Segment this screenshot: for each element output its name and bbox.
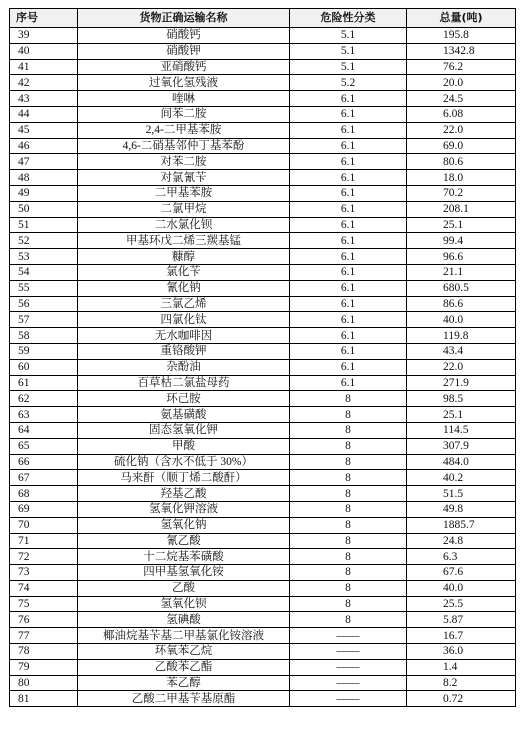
table-row (10, 675, 516, 691)
table-row (10, 75, 516, 91)
total-tons-cell: 21.1 (407, 264, 516, 280)
hazard-class-cell: 6.1 (290, 343, 407, 359)
hazard-class-cell: 5.2 (290, 75, 407, 91)
goods-name-cell: 乙酸二甲基苄基原酯 (78, 691, 290, 707)
hazard-class-cell: —— (290, 691, 407, 707)
goods-name-cell: 十二烷基苯磺酸 (78, 549, 290, 565)
header-total-tons: 总量(吨) (407, 9, 516, 28)
total-tons-cell: 8.2 (407, 675, 516, 691)
table-row (10, 359, 516, 375)
goods-name-cell: 2,4-二甲基苯胺 (78, 122, 290, 138)
serial-number-cell: 44 (10, 106, 78, 122)
serial-number-cell: 41 (10, 59, 78, 75)
hazard-class-cell: 6.1 (290, 106, 407, 122)
goods-name-cell: 喹啉 (78, 91, 290, 107)
table-row (10, 154, 516, 170)
total-tons-cell: 1.4 (407, 659, 516, 675)
total-tons-cell: 16.7 (407, 628, 516, 644)
goods-name-cell: 四甲基氢氧化铵 (78, 565, 290, 581)
table-row (10, 691, 516, 707)
hazard-class-cell: 8 (290, 533, 407, 549)
total-tons-cell: 43.4 (407, 343, 516, 359)
goods-name-cell: 氰化钠 (78, 280, 290, 296)
table-row (10, 375, 516, 391)
goods-name-cell: 氢氧化钠 (78, 517, 290, 533)
total-tons-cell: 5.87 (407, 612, 516, 628)
hazard-class-cell: 5.1 (290, 28, 407, 44)
total-tons-cell: 22.0 (407, 122, 516, 138)
total-tons-cell: 484.0 (407, 454, 516, 470)
serial-number-cell: 69 (10, 501, 78, 517)
hazard-class-cell: 6.1 (290, 122, 407, 138)
total-tons-cell: 96.6 (407, 249, 516, 265)
serial-number-cell: 63 (10, 407, 78, 423)
hazard-class-cell: 6.1 (290, 91, 407, 107)
goods-name-cell: 间苯二胺 (78, 106, 290, 122)
goods-name-cell: 二甲基苯胺 (78, 185, 290, 201)
serial-number-cell: 42 (10, 75, 78, 91)
hazardous-goods-table (9, 8, 516, 707)
total-tons-cell: 99.4 (407, 233, 516, 249)
table-row (10, 233, 516, 249)
total-tons-cell: 307.9 (407, 438, 516, 454)
goods-name-cell: 硫化钠（含水不低于 30%） (78, 454, 290, 470)
hazard-class-cell: 6.1 (290, 280, 407, 296)
header-goods-name: 货物正确运输名称 (78, 9, 290, 28)
table-row (10, 249, 516, 265)
goods-name-cell: 环氧苯乙烷 (78, 644, 290, 660)
hazard-class-cell: 8 (290, 549, 407, 565)
hazard-class-cell: 8 (290, 517, 407, 533)
total-tons-cell: 67.6 (407, 565, 516, 581)
total-tons-cell: 22.0 (407, 359, 516, 375)
total-tons-cell: 40.2 (407, 470, 516, 486)
table-row (10, 280, 516, 296)
hazard-class-cell: 6.1 (290, 217, 407, 233)
goods-name-cell: 二水氯化钡 (78, 217, 290, 233)
table-row (10, 170, 516, 186)
table-row (10, 486, 516, 502)
hazard-class-cell: 6.1 (290, 201, 407, 217)
hazard-class-cell: 8 (290, 407, 407, 423)
total-tons-cell: 86.6 (407, 296, 516, 312)
hazard-class-cell: 6.1 (290, 233, 407, 249)
goods-name-cell: 对氯氰苄 (78, 170, 290, 186)
serial-number-cell: 48 (10, 170, 78, 186)
hazard-class-cell: 8 (290, 565, 407, 581)
table-body (10, 28, 516, 707)
table-row (10, 312, 516, 328)
goods-name-cell: 氢氧化钾溶液 (78, 501, 290, 517)
table-row (10, 201, 516, 217)
table-row (10, 407, 516, 423)
table-row (10, 328, 516, 344)
hazard-class-cell: 6.1 (290, 138, 407, 154)
serial-number-cell: 68 (10, 486, 78, 502)
serial-number-cell: 80 (10, 675, 78, 691)
table-row (10, 422, 516, 438)
total-tons-cell: 25.1 (407, 407, 516, 423)
serial-number-cell: 61 (10, 375, 78, 391)
total-tons-cell: 70.2 (407, 185, 516, 201)
serial-number-cell: 59 (10, 343, 78, 359)
total-tons-cell: 271.9 (407, 375, 516, 391)
table-row (10, 644, 516, 660)
goods-name-cell: 甲基环戊二烯三羰基锰 (78, 233, 290, 249)
total-tons-cell: 76.2 (407, 59, 516, 75)
serial-number-cell: 50 (10, 201, 78, 217)
serial-number-cell: 47 (10, 154, 78, 170)
goods-name-cell: 糠醇 (78, 249, 290, 265)
serial-number-cell: 51 (10, 217, 78, 233)
total-tons-cell: 0.72 (407, 691, 516, 707)
table-row (10, 533, 516, 549)
table-row (10, 454, 516, 470)
hazard-class-cell: 6.1 (290, 264, 407, 280)
table-row (10, 122, 516, 138)
goods-name-cell: 杂酚油 (78, 359, 290, 375)
table-row (10, 628, 516, 644)
table-row (10, 549, 516, 565)
goods-name-cell: 过氧化氢残液 (78, 75, 290, 91)
goods-name-cell: 重铬酸钾 (78, 343, 290, 359)
total-tons-cell: 25.5 (407, 596, 516, 612)
goods-name-cell: 百草枯二氯盐母药 (78, 375, 290, 391)
hazard-class-cell: 5.1 (290, 59, 407, 75)
serial-number-cell: 49 (10, 185, 78, 201)
table-row (10, 517, 516, 533)
hazard-class-cell: 8 (290, 391, 407, 407)
hazard-class-cell: 8 (290, 501, 407, 517)
goods-name-cell: 乙酸 (78, 580, 290, 596)
goods-name-cell: 苯乙醇 (78, 675, 290, 691)
serial-number-cell: 70 (10, 517, 78, 533)
header-hazard-class: 危险性分类 (290, 9, 407, 28)
hazard-class-cell: —— (290, 659, 407, 675)
hazard-class-cell: 8 (290, 422, 407, 438)
hazard-class-cell: 8 (290, 470, 407, 486)
hazard-class-cell: 8 (290, 612, 407, 628)
serial-number-cell: 62 (10, 391, 78, 407)
goods-name-cell: 氯化苄 (78, 264, 290, 280)
table-row (10, 565, 516, 581)
total-tons-cell: 49.8 (407, 501, 516, 517)
serial-number-cell: 81 (10, 691, 78, 707)
table-row (10, 501, 516, 517)
table-row (10, 580, 516, 596)
serial-number-cell: 58 (10, 328, 78, 344)
serial-number-cell: 40 (10, 43, 78, 59)
goods-name-cell: 甲酸 (78, 438, 290, 454)
goods-name-cell: 对苯二胺 (78, 154, 290, 170)
goods-name-cell: 乙酸苯乙酯 (78, 659, 290, 675)
hazard-class-cell: —— (290, 628, 407, 644)
serial-number-cell: 64 (10, 422, 78, 438)
goods-name-cell: 亚硝酸钙 (78, 59, 290, 75)
goods-name-cell: 硝酸钾 (78, 43, 290, 59)
total-tons-cell: 208.1 (407, 201, 516, 217)
total-tons-cell: 114.5 (407, 422, 516, 438)
goods-name-cell: 氢碘酸 (78, 612, 290, 628)
total-tons-cell: 25.1 (407, 217, 516, 233)
total-tons-cell: 40.0 (407, 580, 516, 596)
goods-name-cell: 二氯甲烷 (78, 201, 290, 217)
total-tons-cell: 119.8 (407, 328, 516, 344)
goods-name-cell: 硝酸钙 (78, 28, 290, 44)
table-row (10, 91, 516, 107)
hazard-class-cell: 8 (290, 596, 407, 612)
total-tons-cell: 1342.8 (407, 43, 516, 59)
goods-name-cell: 固态氢氧化钾 (78, 422, 290, 438)
table-row (10, 343, 516, 359)
goods-name-cell: 4,6-二硝基邻仲丁基苯酚 (78, 138, 290, 154)
total-tons-cell: 6.08 (407, 106, 516, 122)
serial-number-cell: 71 (10, 533, 78, 549)
serial-number-cell: 52 (10, 233, 78, 249)
hazard-class-cell: —— (290, 644, 407, 660)
total-tons-cell: 6.3 (407, 549, 516, 565)
hazard-class-cell: 6.1 (290, 312, 407, 328)
total-tons-cell: 24.5 (407, 91, 516, 107)
header-serial-number: 序号 (10, 9, 78, 28)
goods-name-cell: 马来酐（顺丁烯二酸酐） (78, 470, 290, 486)
serial-number-cell: 78 (10, 644, 78, 660)
serial-number-cell: 72 (10, 549, 78, 565)
goods-name-cell: 羟基乙酸 (78, 486, 290, 502)
hazard-class-cell: 5.1 (290, 43, 407, 59)
table-row (10, 59, 516, 75)
serial-number-cell: 76 (10, 612, 78, 628)
table-row (10, 106, 516, 122)
table-row (10, 264, 516, 280)
serial-number-cell: 46 (10, 138, 78, 154)
table-row (10, 612, 516, 628)
hazard-class-cell: 8 (290, 454, 407, 470)
header-row (10, 9, 516, 28)
serial-number-cell: 79 (10, 659, 78, 675)
serial-number-cell: 45 (10, 122, 78, 138)
serial-number-cell: 54 (10, 264, 78, 280)
serial-number-cell: 53 (10, 249, 78, 265)
hazard-class-cell: 8 (290, 438, 407, 454)
goods-name-cell: 无水咖啡因 (78, 328, 290, 344)
hazard-class-cell: 6.1 (290, 328, 407, 344)
table-row (10, 596, 516, 612)
hazard-class-cell: 6.1 (290, 170, 407, 186)
hazard-class-cell: 6.1 (290, 154, 407, 170)
serial-number-cell: 39 (10, 28, 78, 44)
total-tons-cell: 20.0 (407, 75, 516, 91)
table-row (10, 138, 516, 154)
hazard-class-cell: 6.1 (290, 249, 407, 265)
hazard-class-cell: 6.1 (290, 359, 407, 375)
total-tons-cell: 195.8 (407, 28, 516, 44)
serial-number-cell: 74 (10, 580, 78, 596)
total-tons-cell: 69.0 (407, 138, 516, 154)
serial-number-cell: 60 (10, 359, 78, 375)
total-tons-cell: 36.0 (407, 644, 516, 660)
total-tons-cell: 98.5 (407, 391, 516, 407)
hazardous-goods-table-container (9, 8, 515, 707)
goods-name-cell: 环己胺 (78, 391, 290, 407)
table-row (10, 438, 516, 454)
serial-number-cell: 66 (10, 454, 78, 470)
hazard-class-cell: 8 (290, 580, 407, 596)
goods-name-cell: 氨基磺酸 (78, 407, 290, 423)
table-row (10, 185, 516, 201)
total-tons-cell: 40.0 (407, 312, 516, 328)
serial-number-cell: 57 (10, 312, 78, 328)
table-row (10, 659, 516, 675)
goods-name-cell: 四氯化钛 (78, 312, 290, 328)
goods-name-cell: 椰油烷基苄基二甲基氯化铵溶液 (78, 628, 290, 644)
serial-number-cell: 43 (10, 91, 78, 107)
serial-number-cell: 75 (10, 596, 78, 612)
table-row (10, 296, 516, 312)
serial-number-cell: 73 (10, 565, 78, 581)
hazard-class-cell: 6.1 (290, 375, 407, 391)
table-header (10, 9, 516, 28)
hazard-class-cell: 6.1 (290, 296, 407, 312)
total-tons-cell: 80.6 (407, 154, 516, 170)
goods-name-cell: 氰乙酸 (78, 533, 290, 549)
serial-number-cell: 65 (10, 438, 78, 454)
hazard-class-cell: 6.1 (290, 185, 407, 201)
hazard-class-cell: 8 (290, 486, 407, 502)
total-tons-cell: 51.5 (407, 486, 516, 502)
table-row (10, 391, 516, 407)
hazard-class-cell: —— (290, 675, 407, 691)
serial-number-cell: 77 (10, 628, 78, 644)
serial-number-cell: 55 (10, 280, 78, 296)
goods-name-cell: 氢氧化钡 (78, 596, 290, 612)
table-row (10, 43, 516, 59)
table-row (10, 470, 516, 486)
total-tons-cell: 1885.7 (407, 517, 516, 533)
total-tons-cell: 18.0 (407, 170, 516, 186)
serial-number-cell: 67 (10, 470, 78, 486)
serial-number-cell: 56 (10, 296, 78, 312)
table-row (10, 28, 516, 44)
goods-name-cell: 三氯乙烯 (78, 296, 290, 312)
total-tons-cell: 24.8 (407, 533, 516, 549)
total-tons-cell: 680.5 (407, 280, 516, 296)
table-row (10, 217, 516, 233)
